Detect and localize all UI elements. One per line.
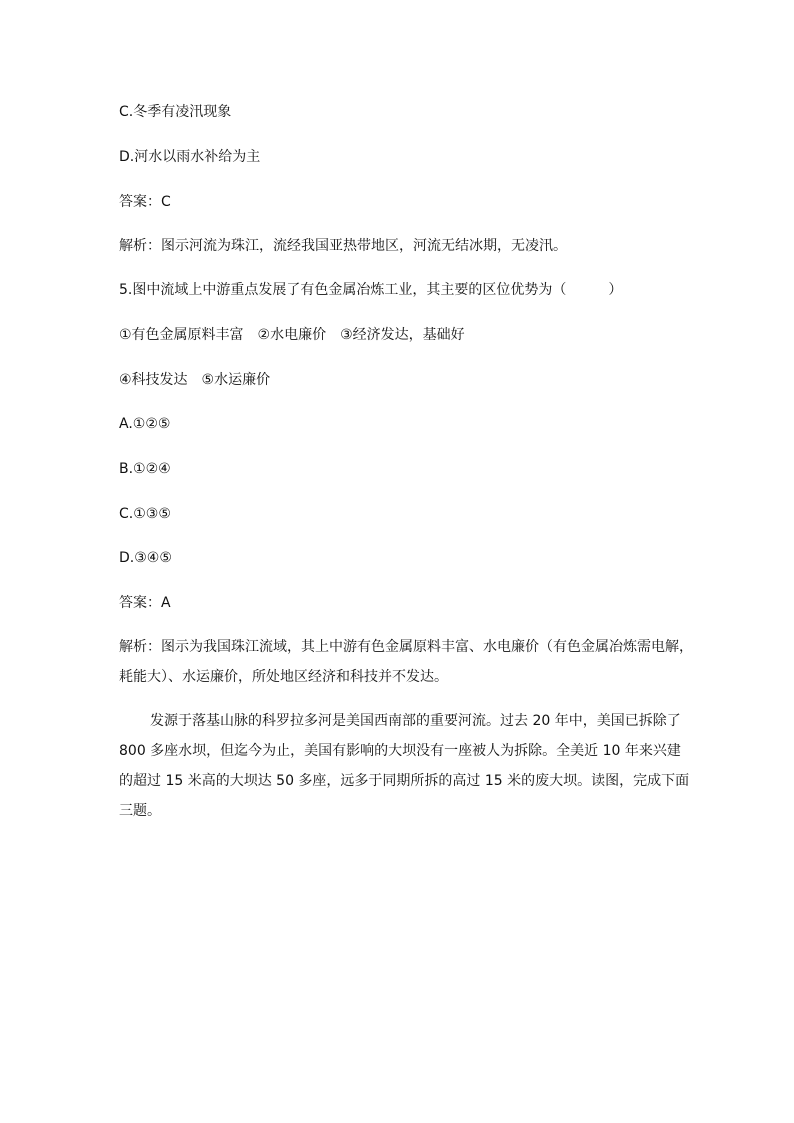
q5-option-b: B.①②④	[119, 461, 171, 477]
q4-option-d: D.河水以雨水补给为主	[119, 149, 261, 165]
passage-line: 发源于落基山脉的科罗拉多河是美国西南部的重要河流。过去 20 年中，美国已拆除了	[150, 713, 681, 729]
q5-answer: 答案：A	[119, 595, 171, 611]
q5-conditions-line2: ④科技发达 ⑤水运廉价	[119, 372, 271, 388]
q5-option-a: A.①②⑤	[119, 416, 171, 432]
passage-line: 三题。	[119, 803, 161, 819]
q4-analysis: 解析：图示河流为珠江，流经我国亚热带地区，河流无结冰期，无凌汛。	[119, 238, 567, 254]
q4-answer: 答案：C	[119, 194, 171, 210]
q5-option-c: C.①③⑤	[119, 506, 171, 522]
q4-option-c: C.冬季有凌汛现象	[119, 104, 232, 120]
passage-line: 的超过 15 米高的大坝达 50 多座，远多于同期所拆的高过 15 米的废大坝。读图，完成下面	[119, 773, 690, 789]
passage-line: 800 多座水坝，但迄今为止，美国有影响的大坝没有一座被人为拆除。全美近 10 年来兴建	[119, 743, 681, 759]
q5-stem: 5.图中流域上中游重点发展了有色金属冶炼工业，其主要的区位优势为（ ）	[119, 282, 623, 298]
passage-paragraph	[119, 706, 691, 826]
q5-analysis-line2: 耗能大）、水运廉价，所处地区经济和科技并不发达。	[119, 669, 448, 685]
q5-analysis-line1: 解析：图示为我国珠江流域，其上中游有色金属原料丰富、水电廉价（有色金属冶炼需电解，	[119, 639, 693, 655]
q5-option-d: D.③④⑤	[119, 550, 172, 566]
q5-conditions-line1: ①有色金属原料丰富 ②水电廉价 ③经济发达，基础好	[119, 327, 465, 343]
